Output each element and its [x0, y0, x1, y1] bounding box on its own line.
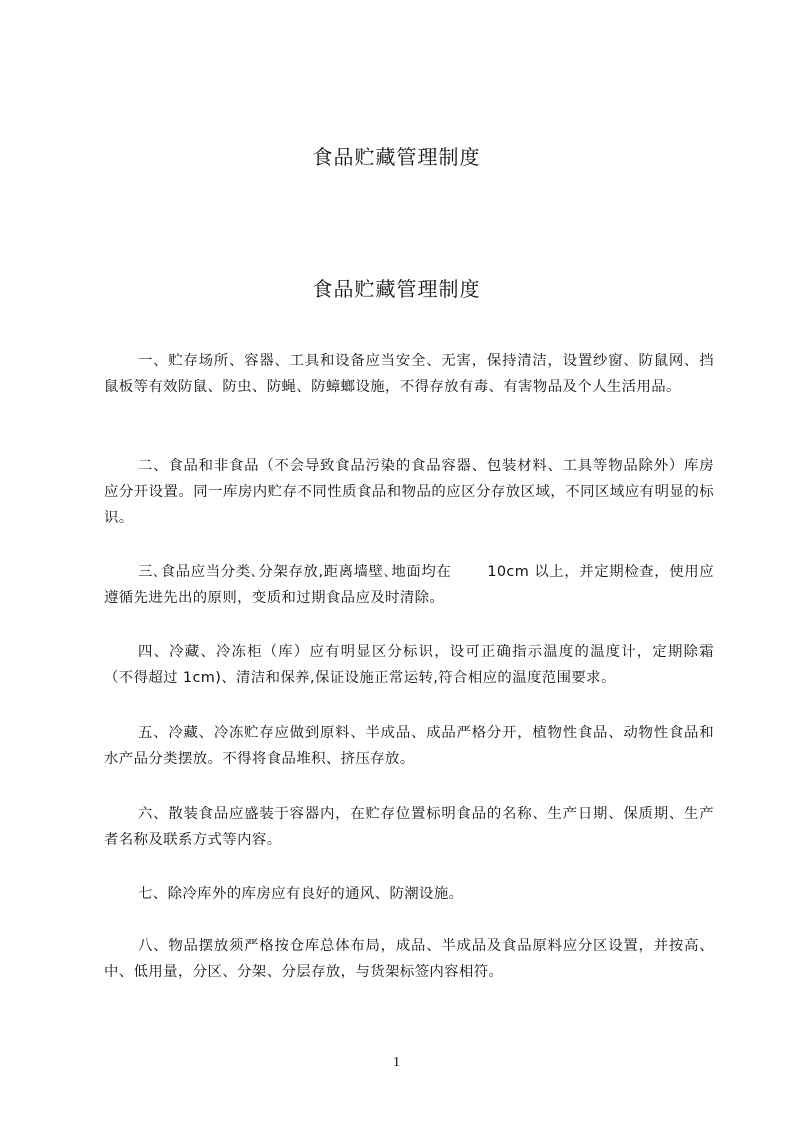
- page-number: 1: [393, 1055, 400, 1070]
- paragraph-4: 四、冷藏、冷冻柜（库）应有明显区分标识，设可正确指示温度的温度计，定期除霜（不得超过 1cm)、清洁和保养,保证设施正常运转,符合相应的温度范围要求。: [104, 644, 714, 687]
- document-title-main: 食品贮藏管理制度: [312, 277, 481, 301]
- document-title-top: 食品贮藏管理制度: [312, 145, 481, 169]
- paragraph-2: 二、食品和非食品（不会导致食品污染的食品容器、包装材料、工具等物品除外）库房应分开设置。同一库房内贮存不同性质食品和物品的应区分存放区域，不同区域应有明显的标识。: [104, 458, 714, 527]
- paragraph-3-part-2: 10cm 以上，并定期检查，使用应遵循先进先出的原则，变质和过期食品应及时清除。: [104, 564, 714, 607]
- paragraph-5: 五、冷藏、冷冻贮存应做到原料、半成品、成品严格分开，植物性食品、动物性食品和水产品分类摆放。不得将食品堆积、挤压存放。: [104, 725, 714, 768]
- paragraph-1: 一、贮存场所、容器、工具和设备应当安全、无害，保持清洁，设置纱窗、防鼠网、挡鼠板等有效防鼠、防虫、防蝇、防蟑螂设施，不得存放有毒、有害物品及个人生活用品。: [104, 353, 714, 396]
- paragraph-6: 六、散装食品应盛装于容器内，在贮存位置标明食品的名称、生产日期、保质期、生产者名称及联系方式等内容。: [104, 806, 714, 849]
- paragraph-8: 八、物品摆放须严格按仓库总体布局，成品、半成品及食品原料应分区设置，并按高、中、低用量，分区、分架、分层存放，与货架标签内容相符。: [104, 938, 714, 981]
- paragraph-7: 七、除冷库外的库房应有良好的通风、防潮设施。: [138, 886, 464, 903]
- paragraph-3-part-1: 三､食品应当分类､分架存放,距离墙壁､地面均在: [138, 564, 452, 581]
- paragraph-3: [104, 559, 714, 611]
